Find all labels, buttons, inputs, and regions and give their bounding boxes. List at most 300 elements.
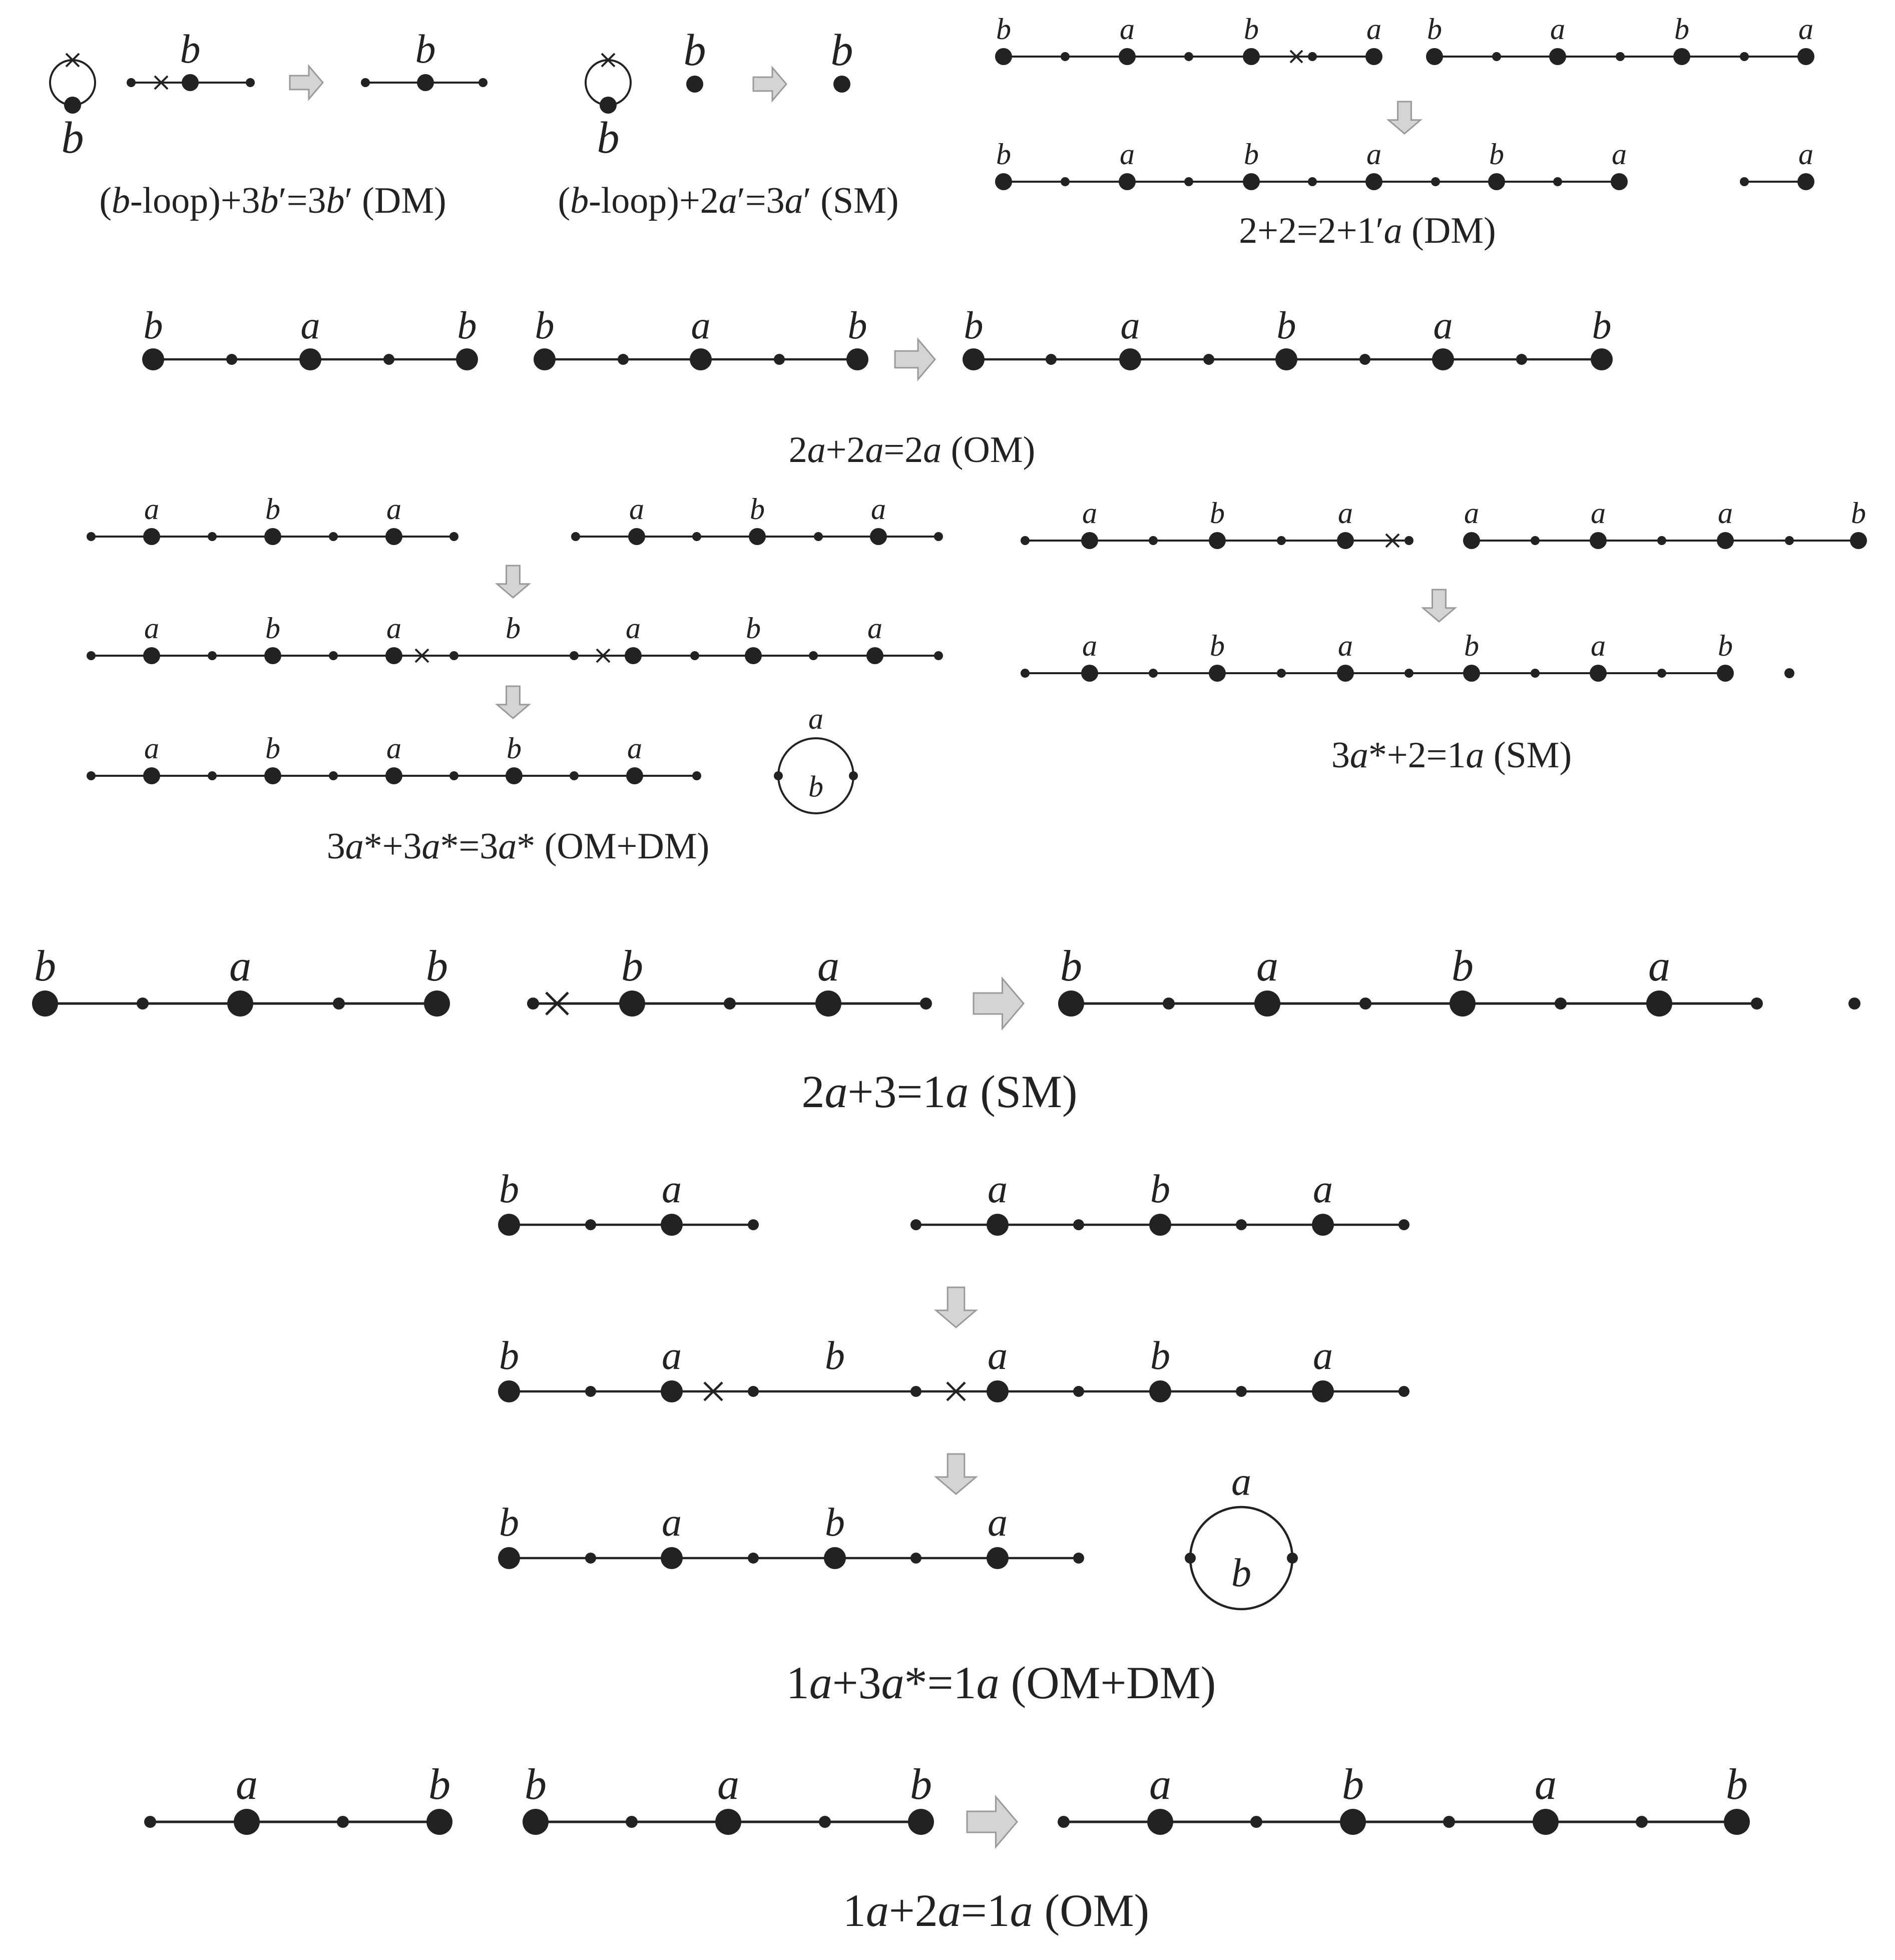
vertex-label: b (1489, 138, 1504, 171)
vertex-label: b (34, 942, 56, 991)
vertex-label: a (1433, 303, 1453, 347)
small-vertex (585, 1386, 596, 1397)
labeled-vertex (143, 767, 160, 784)
vertex-label: b (1210, 497, 1225, 530)
small-vertex (1443, 1816, 1455, 1828)
labeled-vertex (1365, 48, 1382, 65)
labeled-vertex (1147, 1809, 1173, 1835)
small-vertex (361, 78, 370, 87)
labeled-vertex (1426, 48, 1443, 65)
vertex-label: b (847, 303, 867, 347)
small-vertex (1657, 669, 1666, 678)
small-vertex (1740, 177, 1749, 186)
labeled-vertex (264, 528, 281, 545)
labeled-vertex (1549, 48, 1566, 65)
labeled-vertex (426, 1809, 452, 1835)
labeled-vertex (498, 1380, 520, 1402)
small-vertex (571, 532, 580, 541)
vertex-label: b (1452, 942, 1474, 991)
vertex-label: a (629, 493, 644, 526)
labeled-vertex (1590, 532, 1607, 549)
labeled-vertex (1533, 1809, 1559, 1835)
vertex-label: a (1591, 629, 1606, 662)
labeled-vertex (264, 647, 281, 664)
labeled-vertex (1209, 665, 1226, 682)
caption-italic-symbol: a (784, 180, 803, 221)
vertex-label: a (144, 732, 159, 765)
small-vertex (1184, 177, 1193, 186)
vertex-label: b (825, 1334, 845, 1378)
vertex-label: b (825, 1501, 845, 1545)
vertex-label: a (386, 732, 401, 765)
labeled-vertex (987, 1380, 1009, 1402)
small-vertex (692, 532, 701, 541)
vertex-label: b (457, 303, 477, 347)
small-vertex (1236, 1219, 1247, 1230)
small-vertex (819, 1816, 831, 1828)
vertex-label: b (535, 303, 555, 347)
vertex-label: a (1612, 138, 1627, 171)
labeled-vertex (987, 1547, 1009, 1569)
vertex-label: a (662, 1167, 682, 1211)
labeled-vertex (870, 528, 887, 545)
caption-text: 3a*+3a*=3a* (OM+DM) (326, 826, 710, 867)
small-vertex (1308, 177, 1317, 186)
labeled-vertex (498, 1547, 520, 1569)
caption-italic-symbol: a (1466, 735, 1485, 776)
labeled-vertex (995, 48, 1012, 65)
vertex-label: b (910, 1760, 932, 1809)
vertex-label: a (1550, 13, 1565, 46)
labeled-vertex (1243, 48, 1260, 65)
gray-block-arrow-icon (497, 686, 529, 718)
small-vertex (127, 78, 136, 87)
labeled-vertex (1243, 173, 1260, 190)
vertex-label: b (1851, 497, 1866, 530)
small-vertex (1149, 536, 1158, 545)
small-vertex (1555, 998, 1567, 1010)
gray-block-arrow-icon (290, 66, 323, 99)
small-vertex (383, 354, 394, 365)
labeled-vertex (264, 767, 281, 784)
labeled-vertex (1591, 348, 1613, 370)
vertex-label: b (830, 26, 853, 75)
small-vertex (748, 1553, 759, 1564)
labeled-vertex (1850, 532, 1867, 549)
vertex-label: b (964, 303, 984, 347)
small-vertex (1848, 998, 1860, 1010)
labeled-vertex (661, 1214, 683, 1236)
vertex-label: b (1592, 303, 1612, 347)
small-vertex (1740, 52, 1749, 61)
caption-italic-symbol: a (809, 1657, 832, 1708)
labeled-vertex (1149, 1214, 1171, 1236)
small-vertex (920, 998, 932, 1010)
small-vertex (87, 771, 96, 780)
caption-text: 2+2=2+1′a (DM) (1239, 210, 1496, 251)
small-vertex (333, 998, 345, 1010)
vertex-label: b (996, 138, 1011, 171)
vertex-label: b (1150, 1167, 1170, 1211)
labeled-vertex (1149, 1380, 1171, 1402)
small-vertex (1492, 52, 1501, 61)
labeled-vertex (715, 1809, 741, 1835)
labeled-vertex (833, 76, 850, 93)
small-vertex (570, 651, 579, 660)
labeled-vertex (661, 1380, 683, 1402)
vertex-label: a (1366, 138, 1381, 171)
vertex-label: a (1591, 497, 1606, 530)
caption-italic-symbol: b (260, 180, 279, 221)
vertex-label: a (988, 1334, 1008, 1378)
small-vertex (329, 532, 338, 541)
labeled-vertex (182, 74, 199, 91)
vertex-label: b (180, 26, 201, 72)
labeled-vertex (534, 348, 556, 370)
vertex-label: a (1231, 1459, 1251, 1504)
small-vertex (692, 771, 701, 780)
small-vertex (626, 1816, 638, 1828)
labeled-vertex (625, 647, 642, 664)
labeled-vertex (1646, 991, 1672, 1017)
labeled-vertex (1590, 665, 1607, 682)
labeled-vertex (749, 528, 766, 545)
vertex-label: b (1231, 1551, 1251, 1596)
gray-block-arrow-icon (967, 1797, 1017, 1847)
vertex-label: b (621, 942, 643, 991)
vertex-label: b (507, 732, 522, 765)
caption-italic-symbol: b (326, 180, 345, 221)
small-vertex (137, 998, 149, 1010)
caption-text: 1a+3a*=1a (OM+DM) (786, 1657, 1216, 1708)
gray-block-arrow-icon (936, 1287, 976, 1327)
small-vertex (1277, 536, 1286, 545)
vertex-label: a (144, 493, 159, 526)
small-vertex (208, 532, 217, 541)
small-vertex (1203, 354, 1214, 365)
vertex-label: a (1120, 13, 1135, 46)
caption-text: 2a+3=1a (SM) (801, 1066, 1078, 1117)
small-vertex (1058, 1816, 1070, 1828)
small-vertex (1636, 1816, 1648, 1828)
vertex-label: b (683, 26, 706, 75)
small-vertex (449, 532, 458, 541)
small-vertex (1073, 1386, 1084, 1397)
labeled-vertex (417, 74, 434, 91)
vertex-label: b (415, 26, 436, 72)
vertex-label: b (506, 612, 521, 645)
vertex-label: b (1244, 13, 1259, 46)
caption-italic-symbol: a (865, 1885, 889, 1936)
small-vertex (449, 651, 458, 660)
vertex-label: b (265, 732, 280, 765)
labeled-vertex (1312, 1214, 1334, 1236)
vertex-label: b (1674, 13, 1689, 46)
small-vertex (337, 1816, 349, 1828)
small-vertex (1398, 1386, 1409, 1397)
vertex-label: a (627, 732, 642, 765)
small-vertex (809, 651, 818, 660)
vertex-label: b (1427, 13, 1442, 46)
small-vertex (1553, 177, 1562, 186)
caption-italic-symbol: b (111, 180, 130, 221)
vertex-label: a (988, 1167, 1008, 1211)
labeled-vertex (1337, 532, 1354, 549)
labeled-vertex (385, 528, 402, 545)
small-vertex (1531, 536, 1540, 545)
labeled-vertex (1058, 991, 1084, 1017)
small-vertex (1185, 1553, 1196, 1564)
small-vertex (1236, 1386, 1247, 1397)
small-vertex (570, 771, 579, 780)
small-vertex (226, 354, 237, 365)
caption-italic-symbol: a (865, 429, 884, 470)
labeled-vertex (963, 348, 985, 370)
labeled-vertex (385, 767, 402, 784)
vertex-label: b (750, 493, 765, 526)
vertex-label: b (1150, 1334, 1170, 1378)
labeled-vertex (1119, 48, 1136, 65)
vertex-label: b (1464, 629, 1479, 662)
vertex-label: a (144, 612, 159, 645)
small-vertex (1784, 668, 1794, 678)
gray-block-arrow-icon (497, 566, 529, 598)
small-vertex (1061, 52, 1070, 61)
labeled-vertex (299, 348, 321, 370)
labeled-vertex (424, 991, 450, 1017)
vertex-label: b (265, 493, 280, 526)
labeled-vertex (143, 528, 160, 545)
labeled-vertex (815, 991, 841, 1017)
labeled-vertex (995, 173, 1012, 190)
labeled-vertex (1717, 532, 1734, 549)
vertex-label: b (746, 612, 761, 645)
labeled-vertex (1797, 173, 1814, 190)
vertex-label: b (426, 942, 448, 991)
small-vertex (1073, 1553, 1084, 1564)
vertex-label: b (428, 1760, 450, 1809)
small-vertex (1359, 354, 1370, 365)
vertex-label: b (1718, 629, 1733, 662)
vertex-label: a (1338, 497, 1353, 530)
small-vertex (87, 532, 96, 541)
labeled-vertex (619, 991, 645, 1017)
caption-italic-symbol: a (1349, 735, 1368, 776)
caption-italic-symbol: a (824, 1066, 848, 1117)
caption-text: 2a+2a=2a (OM) (788, 429, 1036, 470)
small-vertex (849, 771, 858, 780)
vertex-label: a (1535, 1760, 1557, 1809)
small-vertex (774, 771, 783, 780)
labeled-vertex (1275, 348, 1297, 370)
vertex-label: a (867, 612, 882, 645)
small-vertex (1516, 354, 1527, 365)
labeled-vertex (506, 767, 523, 784)
labeled-vertex (234, 1809, 260, 1835)
small-vertex (814, 532, 823, 541)
vertex-label: a (1149, 1760, 1171, 1809)
labeled-vertex (1611, 173, 1628, 190)
labeled-vertex (626, 767, 643, 784)
small-vertex (1404, 536, 1413, 545)
vertex-label: a (1313, 1167, 1333, 1211)
labeled-vertex (1450, 991, 1476, 1017)
labeled-vertex (1365, 173, 1382, 190)
vertex-label: b (1060, 942, 1082, 991)
labeled-vertex (456, 348, 478, 370)
small-vertex (1398, 1219, 1409, 1230)
small-vertex (1277, 669, 1286, 678)
gray-block-arrow-icon (1388, 102, 1420, 134)
vertex-label: b (1244, 138, 1259, 171)
vertex-label: a (229, 942, 251, 991)
labeled-vertex (1119, 348, 1141, 370)
labeled-vertex (1312, 1380, 1334, 1402)
vertex-label: b (597, 113, 620, 163)
small-vertex (87, 651, 96, 660)
labeled-vertex (745, 647, 762, 664)
labeled-vertex (1463, 532, 1480, 549)
caption-italic-symbol: b (570, 180, 589, 221)
small-vertex (1021, 536, 1030, 545)
labeled-vertex (1081, 665, 1098, 682)
labeled-vertex (32, 991, 58, 1017)
small-vertex (1250, 1816, 1262, 1828)
small-vertex (1287, 1553, 1298, 1564)
labeled-vertex (227, 991, 253, 1017)
small-vertex (1431, 177, 1440, 186)
small-vertex (208, 771, 217, 780)
vertex-label: a (717, 1760, 739, 1809)
gray-block-arrow-icon (895, 339, 935, 379)
labeled-vertex (661, 1547, 683, 1569)
small-vertex (585, 1219, 596, 1230)
vertex-label: a (1338, 629, 1353, 662)
vertex-label: a (1366, 13, 1381, 46)
vertex-label: b (1210, 629, 1225, 662)
gray-block-arrow-icon (936, 1454, 976, 1494)
small-vertex (618, 354, 629, 365)
labeled-vertex (1119, 173, 1136, 190)
labeled-vertex (1717, 665, 1734, 682)
labeled-vertex (1673, 48, 1690, 65)
small-vertex (144, 1816, 156, 1828)
small-vertex (1531, 669, 1540, 678)
small-vertex (748, 1386, 759, 1397)
labeled-vertex (523, 1809, 549, 1835)
vertex-label: b (265, 612, 280, 645)
small-vertex (1751, 998, 1763, 1010)
vertex-label: b (499, 1167, 519, 1211)
labeled-vertex (1432, 348, 1454, 370)
vertex-label: a (988, 1501, 1008, 1545)
vertex-label: a (1798, 13, 1813, 46)
caption-italic-symbol: a (1383, 210, 1402, 251)
caption-text: (b-loop)+2a′=3a′ (SM) (558, 180, 899, 221)
labeled-vertex (1337, 665, 1354, 682)
vertex-label: a (1120, 138, 1135, 171)
caption-italic-symbol: a (881, 1657, 904, 1708)
small-vertex (748, 1219, 759, 1230)
small-vertex (774, 354, 785, 365)
vertex-label: a (808, 702, 823, 735)
gray-block-arrow-icon (753, 68, 786, 101)
caption-italic-symbol: a (945, 1066, 969, 1117)
small-vertex (934, 651, 943, 660)
vertex-label: a (1718, 497, 1733, 530)
vertex-label: a (662, 1501, 682, 1545)
small-vertex (934, 532, 943, 541)
vertex-label: b (808, 770, 823, 803)
gray-block-arrow-icon (974, 978, 1024, 1029)
caption-italic-symbol: a (345, 826, 364, 867)
caption-italic-symbol: a (937, 1885, 961, 1936)
labeled-vertex (987, 1214, 1009, 1236)
labeled-vertex (143, 647, 160, 664)
small-vertex (1308, 52, 1317, 61)
vertex-label: a (1798, 138, 1813, 171)
vertex-label: a (662, 1334, 682, 1378)
small-vertex (585, 1553, 596, 1564)
labeled-vertex (686, 76, 703, 93)
labeled-vertex (1463, 665, 1480, 682)
labeled-vertex (385, 647, 402, 664)
vertex-label: a (386, 493, 401, 526)
small-vertex (1184, 52, 1193, 61)
labeled-vertex (64, 97, 81, 114)
labeled-vertex (1488, 173, 1505, 190)
caption-italic-symbol: a (923, 429, 942, 470)
small-vertex (690, 651, 699, 660)
labeled-vertex (1724, 1809, 1750, 1835)
labeled-vertex (142, 348, 164, 370)
vertex-label: b (143, 303, 163, 347)
labeled-vertex (498, 1214, 520, 1236)
labeled-vertex (846, 348, 868, 370)
small-vertex (329, 651, 338, 660)
small-vertex (208, 651, 217, 660)
vertex-label: b (1342, 1760, 1364, 1809)
labeled-vertex (824, 1547, 846, 1569)
vertex-label: a (236, 1760, 258, 1809)
caption-text: 1a+2a=1a (OM) (842, 1885, 1150, 1936)
small-vertex (910, 1219, 921, 1230)
vertex-label: b (499, 1501, 519, 1545)
small-vertex (1073, 1219, 1084, 1230)
vertex-label: a (1082, 497, 1097, 530)
labeled-vertex (1081, 532, 1098, 549)
small-vertex (1359, 998, 1371, 1010)
vertex-label: a (817, 942, 839, 991)
small-vertex (1163, 998, 1175, 1010)
gray-block-arrow-icon (1423, 590, 1455, 622)
small-vertex (1616, 52, 1625, 61)
labeled-vertex (600, 97, 617, 114)
caption-italic-symbol: a (807, 429, 826, 470)
labeled-vertex (908, 1809, 934, 1835)
small-vertex (1149, 669, 1158, 678)
small-vertex (910, 1386, 921, 1397)
caption-text: (b-loop)+3b′=3b′ (DM) (99, 180, 446, 221)
labeled-vertex (1209, 532, 1226, 549)
labeled-vertex (1340, 1809, 1366, 1835)
vertex-label: a (1256, 942, 1278, 991)
vertex-label: b (1726, 1760, 1748, 1809)
labeled-vertex (690, 348, 712, 370)
small-vertex (724, 998, 736, 1010)
vertex-label: a (626, 612, 641, 645)
small-vertex (1046, 354, 1057, 365)
